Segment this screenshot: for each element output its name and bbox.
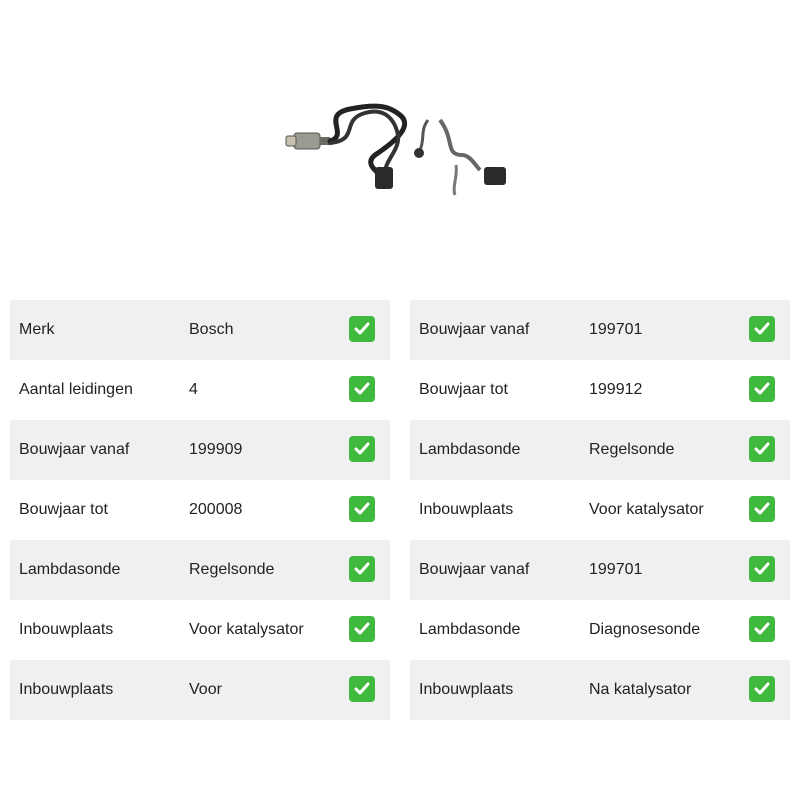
check-mark-icon xyxy=(349,436,375,462)
row-label: Lambdasonde xyxy=(419,441,521,458)
table-row xyxy=(410,660,790,720)
row-value: Diagnosesonde xyxy=(589,621,701,638)
table-row xyxy=(10,600,390,660)
row-value: 199912 xyxy=(589,381,643,398)
row-value: Voor katalysator xyxy=(189,621,304,638)
row-label: Bouwjaar vanaf xyxy=(419,561,530,578)
row-label: Lambdasonde xyxy=(19,561,121,578)
table-row xyxy=(410,540,790,600)
row-value: 200008 xyxy=(189,501,243,518)
row-value: Na katalysator xyxy=(589,681,692,698)
check-mark-icon xyxy=(749,556,775,582)
row-label: Inbouwplaats xyxy=(19,681,114,698)
product-image xyxy=(280,95,520,205)
check-mark-icon xyxy=(749,496,775,522)
table-row xyxy=(410,600,790,660)
row-label: Merk xyxy=(19,321,55,338)
table-row xyxy=(10,300,390,360)
row-label: Lambdasonde xyxy=(419,621,521,638)
row-value: Voor xyxy=(189,681,222,698)
check-mark-icon xyxy=(749,616,775,642)
check-mark-icon xyxy=(749,316,775,342)
check-mark-icon xyxy=(349,616,375,642)
row-value: Voor katalysator xyxy=(589,501,704,518)
row-label: Bouwjaar vanaf xyxy=(19,441,130,458)
table-row xyxy=(410,300,790,360)
check-mark-icon xyxy=(349,316,375,342)
check-mark-icon xyxy=(749,376,775,402)
row-label: Inbouwplaats xyxy=(419,681,514,698)
row-label: Inbouwplaats xyxy=(19,621,114,638)
check-mark-icon xyxy=(349,376,375,402)
row-label: Bouwjaar tot xyxy=(19,501,108,518)
row-value: Regelsonde xyxy=(589,441,675,458)
table-row xyxy=(10,540,390,600)
table-row xyxy=(410,360,790,420)
row-value: 199701 xyxy=(589,561,643,578)
row-value: 199909 xyxy=(189,441,243,458)
table-row xyxy=(10,480,390,540)
row-value: Regelsonde xyxy=(189,561,275,578)
row-label: Bouwjaar tot xyxy=(419,381,508,398)
row-label: Bouwjaar vanaf xyxy=(419,321,530,338)
check-mark-icon xyxy=(349,556,375,582)
table-row xyxy=(10,660,390,720)
row-label: Inbouwplaats xyxy=(419,501,514,518)
spec-table-left xyxy=(10,300,390,720)
check-mark-icon xyxy=(349,676,375,702)
check-mark-icon xyxy=(749,436,775,462)
table-row xyxy=(410,420,790,480)
table-row xyxy=(410,480,790,540)
row-label: Aantal leidingen xyxy=(19,381,133,398)
row-value: 4 xyxy=(189,381,198,398)
check-mark-icon xyxy=(749,676,775,702)
table-row xyxy=(10,420,390,480)
row-value: 199701 xyxy=(589,321,643,338)
row-value: Bosch xyxy=(189,321,234,338)
spec-table-right xyxy=(410,300,790,720)
table-row xyxy=(10,360,390,420)
check-mark-icon xyxy=(349,496,375,522)
